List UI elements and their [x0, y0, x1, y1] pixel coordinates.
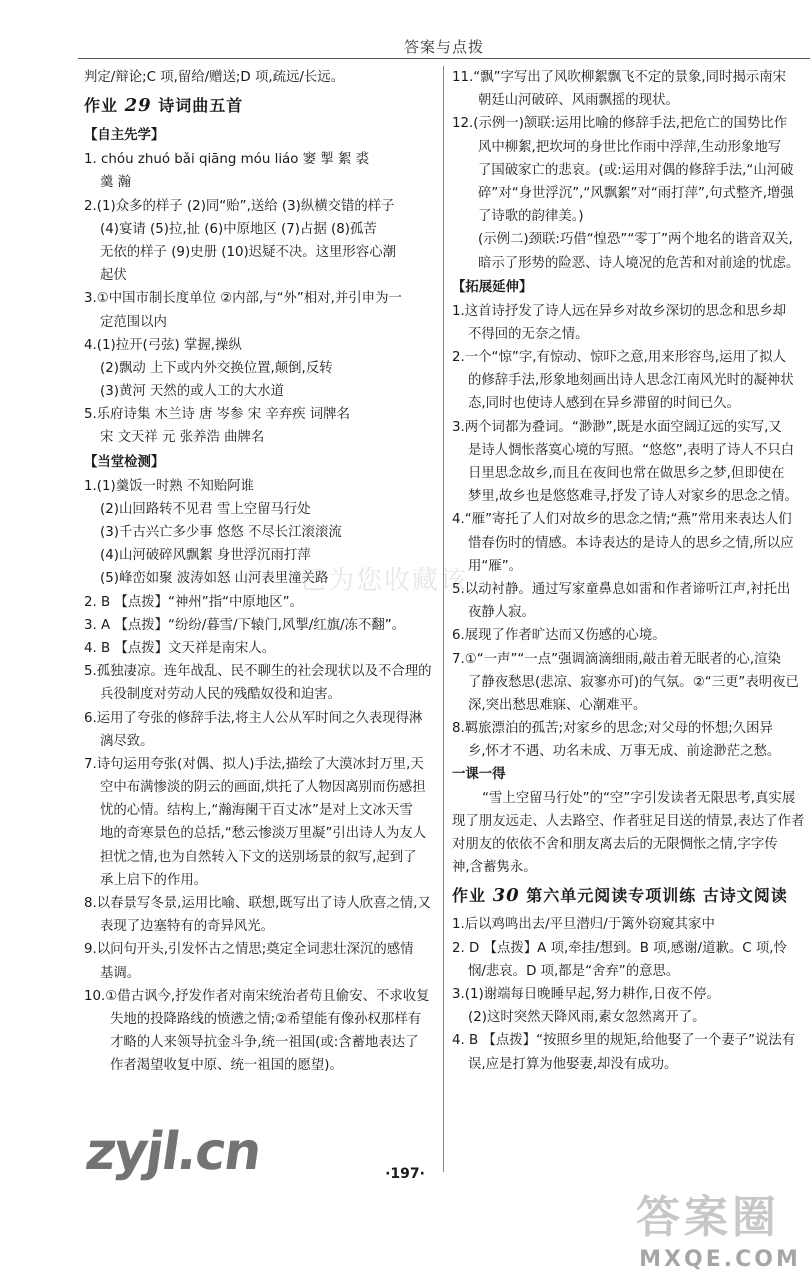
text-line-cont: 兵役制度对劳动人民的残酷奴役和迫害。	[100, 687, 342, 703]
text-line: 7.①“一声”“一点”强调滴滴细雨,敲击着无眠者的心,渲染	[452, 651, 781, 667]
section-heading	[452, 879, 807, 913]
text-line: 10.①借古讽今,抒发作者对南宋统治者苟且偷安、不求收复	[84, 988, 430, 1004]
text-line: 9.以问句开头,引发怀古之情思;奠定全词悲壮深沉的感情	[84, 942, 414, 958]
page-header	[78, 0, 810, 62]
text-line: 6.运用了夸张的修辞手法,将主人公从军时间之久表现得淋	[84, 710, 423, 726]
text-line-cont: 作者渴望收复中原、统一祖国的愿望)。	[110, 1058, 343, 1074]
text-line-cont: 漓尽致。	[100, 733, 154, 749]
text-line-cont: 碎”对“身世浮沉”,“风飘絮”对“雨打萍”,句式整齐,增强	[478, 185, 794, 201]
text-line: 5.以动衬静。通过写家童鼻息如雷和作者谛听江声,衬托出	[452, 581, 791, 597]
text-line: 1. chóu zhuó bǎi qiāng móu liáo 窭 掣 絮 裘	[84, 152, 370, 168]
text-line-cont: 是诗人惆怅落寞心境的写照。“悠悠”,表明了诗人不只白	[468, 442, 795, 458]
subsection-heading: 【自主先学】	[84, 128, 165, 144]
text-line-cont: (4)山河破碎风飘絮 身世浮沉雨打萍	[100, 548, 311, 564]
text-line-cont: 悯/悲哀。D 项,都是“舍弃”的意思。	[468, 963, 680, 979]
text-line-cont: 忧的心情。结构上,“瀚海阑干百丈冰”是对上文冰天雪	[100, 803, 413, 819]
section-label: 作业	[452, 886, 487, 906]
subsection-heading: 【拓展延伸】	[452, 279, 533, 295]
text-line-cont: 宋 文天祥 元 张养浩 曲牌名	[100, 430, 265, 446]
text-line-cont: 承上启下的作用。	[100, 872, 208, 888]
text-line: 2. D 【点拨】A 项,牵挂/想到。B 项,感谢/道歉。C 项,怜	[452, 940, 787, 956]
text-line: 1.这首诗抒发了诗人远在异乡对故乡深切的思念和思乡却	[452, 303, 787, 319]
text-line-cont: (5)峰峦如聚 波涛如怒 山河表里潼关路	[100, 571, 329, 587]
text-line: 神,含蓄隽永。	[452, 860, 537, 876]
text-line: 1.后以鸡鸣出去/平旦潜归/于篱外窃窥其家中	[452, 917, 715, 933]
text-line: 5.乐府诗集 木兰诗 唐 岑参 宋 辛弃疾 词牌名	[84, 407, 350, 423]
text-line: 6.展现了作者旷达而又伤感的心境。	[452, 628, 666, 644]
text-line: 8.羁旅漂泊的孤苦;对家乡的思念;对父母的怀想;久困异	[452, 721, 773, 737]
header-title: 答案与点拨	[403, 38, 484, 56]
text-line-cont: 表现了边塞特有的奇异风光。	[100, 919, 275, 935]
logo-url: MXQE.COM	[639, 1247, 801, 1272]
page-number: ·197·	[385, 1166, 425, 1182]
answer-logo	[636, 1190, 804, 1278]
text-line: 判定/辩论;C 项,留给/赠送;D 项,疏远/长远。	[84, 70, 345, 85]
logo-mark: 答案圈	[636, 1192, 780, 1243]
text-line: 2.一个“惊”字,有惊动、惊吓之意,用来形容鸟,运用了拟人	[452, 350, 787, 366]
text-line: 3.(1)谢端每日晚睡早起,努力耕作,日夜不停。	[452, 986, 720, 1002]
subsection-heading: 一课一得	[452, 767, 506, 783]
text-line-cont: 空中布满惨淡的阴云的画面,烘托了人物因离别而伤感担	[100, 780, 426, 796]
column-divider	[443, 66, 444, 1172]
text-line-cont: 乡,怀才不遇、功名未成、万事无成、前途渺茫之愁。	[468, 744, 781, 760]
text-line: 4. B 【点拨】“按照乡里的规矩,给他娶了一个妻子”说法有	[452, 1033, 796, 1049]
text-line-cont: 了国破家亡的悲哀。(或:运用对偶的修辞手法,“山河破	[478, 162, 794, 178]
text-line-cont: 不得回的无奈之情。	[468, 326, 589, 342]
text-line-cont: 风中柳絮,把坎坷的身世比作雨中浮萍,生动形象地写	[478, 139, 782, 155]
site-watermark: zyjl.cn	[81, 1122, 264, 1182]
text-line: 3.①中国市制长度单位 ②内部,与“外”相对,并引申为一	[84, 291, 402, 307]
text-line-cont: 无依的样子 (9)史册 (10)迟疑不决。这里形容心潮	[100, 244, 396, 260]
text-line-cont: 失地的投降路线的愤懑之情;②希望能有像孙权那样有	[110, 1011, 422, 1027]
text-line-cont: 误,应是打算为他娶妻,却没有成功。	[468, 1056, 678, 1072]
text-line: 1.(1)羹饭一时熟 不知贻阿谁	[84, 478, 254, 494]
text-line: 4.“雁”寄托了人们对故乡的思念之情;“燕”常用来表达人们	[452, 512, 792, 528]
text-line-cont: 朝廷山河破碎、风雨飘摇的现状。	[478, 93, 679, 109]
section-title: 第六单元阅读专项训练 古诗文阅读	[526, 886, 788, 906]
text-line-cont: 日里思念故乡,而且在夜间也常在做思乡之梦,但即使在	[468, 466, 785, 481]
text-line-cont: 了静夜愁思(悲凉、寂寥亦可)的气氛。②“三更”表明夜已	[468, 674, 799, 690]
text-line: 2.(1)众多的样子 (2)同“贻”,送给 (3)纵横交错的样子	[84, 198, 395, 214]
text-line: 2. B 【点拨】“神州”指“中原地区”。	[84, 594, 303, 610]
section-heading	[84, 89, 436, 123]
text-line-cont: 基调。	[100, 965, 141, 981]
text-line-cont: (示例二)颈联:巧借“惶恐”“零丁”两个地名的谐音双关,	[478, 232, 793, 248]
text-line-cont: 羹 瀚	[100, 175, 132, 191]
text-line: 对朋友的依依不舍和朋友离去后的无限惆怅之情,字字传	[452, 837, 778, 852]
text-line-cont: 了诗歌的韵律美。)	[478, 209, 584, 225]
text-line-cont: (2)山回路转不见君 雪上空留马行处	[100, 501, 311, 517]
text-line-cont: 夜静人寂。	[468, 605, 535, 621]
text-line-cont: 的修辞手法,形象地刻画出诗人思念江南风光时的凝神状	[468, 373, 794, 389]
text-line: 8.以春景写冬景,运用比喻、联想,既写出了诗人欣喜之情,又	[84, 896, 431, 911]
faint-watermark: 已为您收藏该	[300, 566, 469, 596]
text-line-cont: 用“雁”。	[468, 558, 523, 574]
text-line-cont: 暗示了形势的险恶、诗人境况的危苦和对前途的忧虑。	[478, 255, 800, 271]
text-line-cont: 深,突出愁思难寐、心潮难平。	[468, 697, 647, 713]
text-line-cont: (3)黄河 天然的或人工的大水道	[100, 384, 284, 400]
text-line: 11.“飘”字写出了风吹柳絮飘飞不定的景象,同时揭示南宋	[452, 70, 787, 85]
text-line: 3. A 【点拨】“纷纷/暮雪/下辕门,风掣/红旗/冻不翻”。	[84, 617, 406, 633]
text-line: 4.(1)拉开(弓弦) 掌握,操纵	[84, 337, 242, 353]
text-line-cont: (4)宴请 (5)拉,扯 (6)中原地区 (7)占据 (8)孤苦	[100, 221, 377, 237]
text-line-cont: 地的奇寒景色的总括,“愁云惨淡万里凝”引出诗人为友人	[100, 826, 427, 842]
paragraph-line: “雪上空留马行处”的“空”字引发读者无限思考,真实展	[482, 790, 796, 806]
text-line-cont: 梦里,故乡也是悠悠难寻,抒发了诗人对家乡的思念之情。	[468, 489, 798, 505]
text-line: 5.孤独凄凉。连年战乱、民不聊生的社会现状以及不合理的	[84, 664, 432, 680]
text-line: 3.两个词都为叠词。“渺渺”,既是水面空阔辽远的实写,又	[452, 419, 782, 435]
section-title: 诗词曲五首	[158, 96, 244, 116]
text-line: 4. B 【点拨】文天祥是南宋人。	[84, 640, 276, 656]
text-line-cont: 惜春伤时的情感。本诗表达的是诗人的思乡之情,所以应	[468, 535, 794, 551]
section-label: 作业	[84, 96, 119, 116]
text-line-cont: 定范围以内	[100, 314, 167, 330]
text-line-cont: (2)飘动 上下或内外交换位置,颠倒,反转	[100, 360, 333, 376]
text-line: 7.诗句运用夸张(对偶、拟人)手法,描绘了大漠冰封万里,天	[84, 756, 424, 772]
text-line-cont: 态,同时也使诗人感到在异乡滞留的时间已久。	[468, 396, 741, 412]
text-line-cont: 担忧之情,也为自然转入下文的送别场景的叙写,起到了	[100, 849, 417, 865]
text-line: 现了朋友远走、人去路空、作者驻足目送的情景,表达了作者	[452, 813, 805, 829]
text-line-cont: (2)这时突然天降风雨,素女忽然离开了。	[468, 1010, 706, 1026]
section-number: 30	[492, 885, 520, 907]
section-number: 29	[124, 95, 152, 117]
right-column	[452, 66, 807, 1076]
header-rule	[78, 58, 810, 59]
text-line-cont: 起伏	[100, 268, 127, 284]
subsection-heading: 【当堂检测】	[84, 454, 165, 470]
text-line: 12.(示例一)颔联:运用比喻的修辞手法,把危亡的国势比作	[452, 116, 788, 132]
text-line-cont: (3)千古兴亡多少事 悠悠 不尽长江滚滚流	[100, 525, 342, 540]
text-line-cont: 才略的人来领导抗金斗争,统一祖国(或:含蓄地表达了	[110, 1035, 419, 1051]
